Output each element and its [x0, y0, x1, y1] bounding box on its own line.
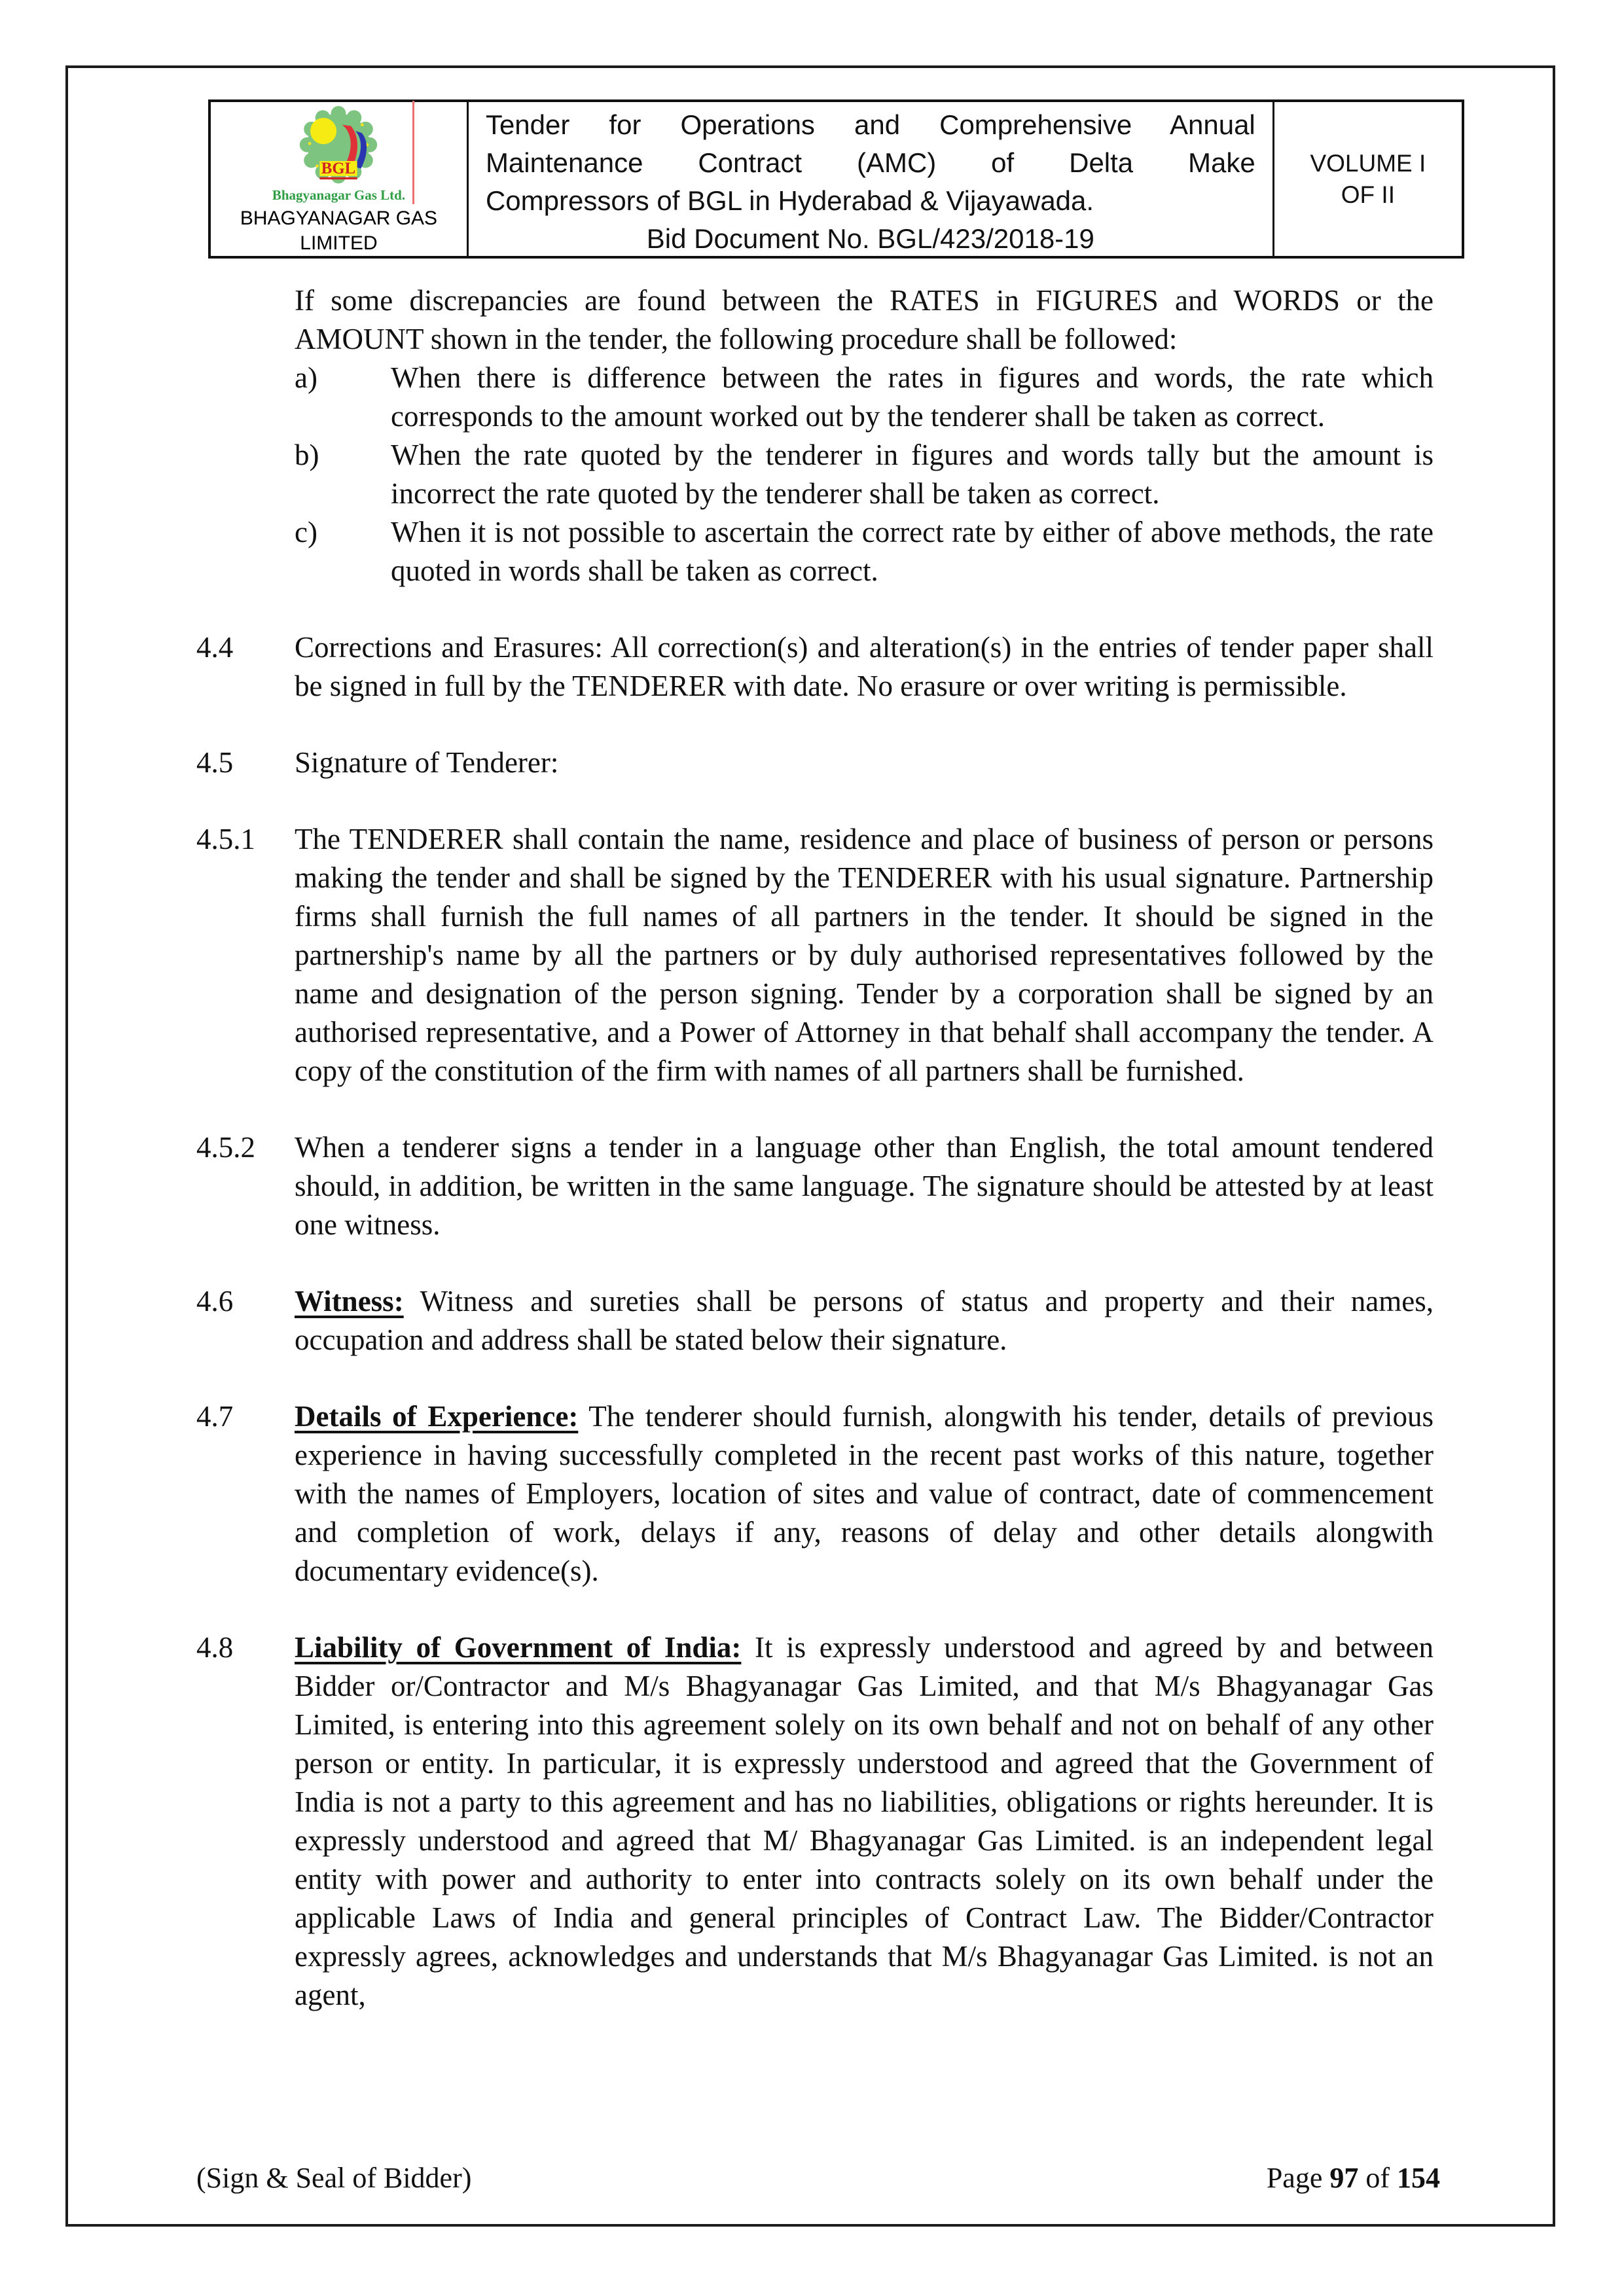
section-body-text: Witness and sureties shall be persons of status and property and their names, occupation and address shall be stated below their signature. — [295, 1285, 1434, 1356]
page-label: Page — [1266, 2162, 1330, 2194]
section-4-6 — [196, 1282, 1434, 1359]
volume-line1: VOLUME I — [1310, 149, 1426, 177]
section-heading: Details of Experience: — [295, 1400, 579, 1433]
list-text-b: When the rate quoted by the tenderer in figures and words tally but the amount is incorrect the rate quoted by the tenderer shall be taken as correct. — [391, 439, 1434, 510]
section-text — [295, 1628, 1434, 2015]
section-heading: Witness: — [295, 1285, 404, 1318]
section-4-5 — [196, 744, 1434, 782]
header-title-cell — [469, 102, 1274, 256]
bgl-monogram: BGL — [321, 160, 356, 178]
list-item-c — [196, 513, 1434, 590]
bgl-logo-icon — [280, 106, 397, 188]
document-body — [196, 281, 1434, 2053]
list-marker-c: c) — [295, 516, 317, 548]
bid-document-number: Bid Document No. BGL/423/2018-19 — [646, 223, 1094, 254]
page-of-label: of — [1358, 2162, 1397, 2194]
section-4-4 — [196, 628, 1434, 706]
header-logo-cell — [211, 102, 469, 256]
page-footer — [196, 2161, 1440, 2195]
section-text — [295, 1282, 1434, 1359]
company-name — [240, 206, 437, 256]
section-number: 4.6 — [196, 1285, 234, 1318]
doc-title-line3: Compressors of BGL in Hyderabad & Vijayawada. — [485, 185, 1094, 216]
company-name-line1: BHAGYANAGAR GAS — [240, 207, 438, 229]
list-item-a — [196, 359, 1434, 436]
sign-seal-note: (Sign & Seal of Bidder) — [196, 2162, 472, 2194]
list-text-a: When there is difference between the rates in figures and words, the rate which corresponds to the amount worked out by the tenderer shall be taken as correct. — [391, 361, 1434, 433]
section-body-text: It is expressly understood and agreed by and between Bidder or/Contractor and M/s Bhagyanagar Gas Limited, and that M/s Bhagyanagar Gas Limited, is entering into this agreement solely on its own behalf and not on behalf of any other person or entity. In particular, it is expressly understood and agreed that the Government of India is not a party to this agreement and has no liabilities, obligations or rights hereunder. It is expressly understood and agreed that M/ Bhagyanagar Gas Limited. is an independent legal entity with power and authority to enter into contracts solely on its own behalf under the applicable Laws of India and general principles of Contract Law. The Bidder/Contractor expressly agrees, acknowledges and understands that M/s Bhagyanagar Gas Limited. is not an agent, — [295, 1631, 1434, 2011]
section-number: 4.5 — [196, 746, 234, 779]
section-number: 4.8 — [196, 1631, 234, 1664]
section-text: When a tenderer signs a tender in a language other than English, the total amount tendered should, in addition, be written in the same language. The signature should be attested by at least one witness. — [295, 1131, 1434, 1241]
section-text: Corrections and Erasures: All correction(s) and alteration(s) in the entries of tender paper shall be signed in full by the TENDERER with date. No erasure or over writing is permissible. — [295, 631, 1434, 702]
page-current: 97 — [1329, 2162, 1359, 2194]
list-text-c: When it is not possible to ascertain the correct rate by either of above methods, the rate quoted in words shall be taken as correct. — [391, 516, 1434, 587]
sun-icon — [311, 118, 337, 144]
section-4-5-2 — [196, 1128, 1434, 1244]
company-name-line2: LIMITED — [300, 232, 378, 254]
list-item-b — [196, 436, 1434, 513]
intro-paragraph: If some discrepancies are found between the RATES in FIGURES and WORDS or the AMOUNT shown in the tender, the following procedure shall be followed: — [295, 284, 1434, 355]
section-body-text: The tenderer should furnish, alongwith his tender, details of previous experience in having successfully completed in the recent past works of this nature, together with the names of Employers, location of sites and value of contract, date of commencement and completion of work, delays if any, reasons of delay and other details alongwith documentary evidence(s). — [295, 1400, 1434, 1587]
spacer — [196, 590, 1434, 628]
page-total: 154 — [1397, 2162, 1440, 2194]
section-4-5-1 — [196, 820, 1434, 1090]
section-text — [295, 1397, 1434, 1590]
section-heading: Liability of Government of India: — [295, 1631, 742, 1664]
section-number: 4.5.2 — [196, 1131, 255, 1164]
list-marker-b: b) — [295, 439, 319, 471]
scan-artifact-line — [412, 101, 414, 204]
section-number: 4.4 — [196, 631, 234, 664]
section-text: Signature of Tenderer: — [295, 746, 559, 779]
section-text: The TENDERER shall contain the name, residence and place of business of person or persons making the tender and shall be signed by the TENDERER with his usual signature. Partnership firms shall furnish the full names of all partners in the tender. It should be signed in the partnership's name by all the partners or by duly authorised representatives followed by the name and designation of the person signing. Tender by a corporation shall be signed by an authorised representative, and a Power of Attorney in that behalf shall accompany the tender. A copy of the constitution of the firm with names of all partners shall be furnished. — [295, 823, 1434, 1087]
section-4-8 — [196, 1628, 1434, 2015]
section-number: 4.5.1 — [196, 823, 255, 855]
doc-title-line1: Tender for Operations and Comprehensive Annual — [485, 109, 1255, 140]
header-table — [208, 99, 1464, 259]
section-number: 4.7 — [196, 1400, 234, 1433]
header-volume-cell — [1274, 102, 1462, 256]
doc-title-line2: Maintenance Contract (AMC) of Delta Make — [485, 147, 1255, 178]
section-4-7 — [196, 1397, 1434, 1590]
logo-caption: Bhagyanagar Gas Ltd. — [272, 187, 406, 203]
volume-line2: OF II — [1341, 181, 1395, 208]
list-marker-a: a) — [295, 361, 317, 394]
page-number — [1267, 2161, 1440, 2195]
